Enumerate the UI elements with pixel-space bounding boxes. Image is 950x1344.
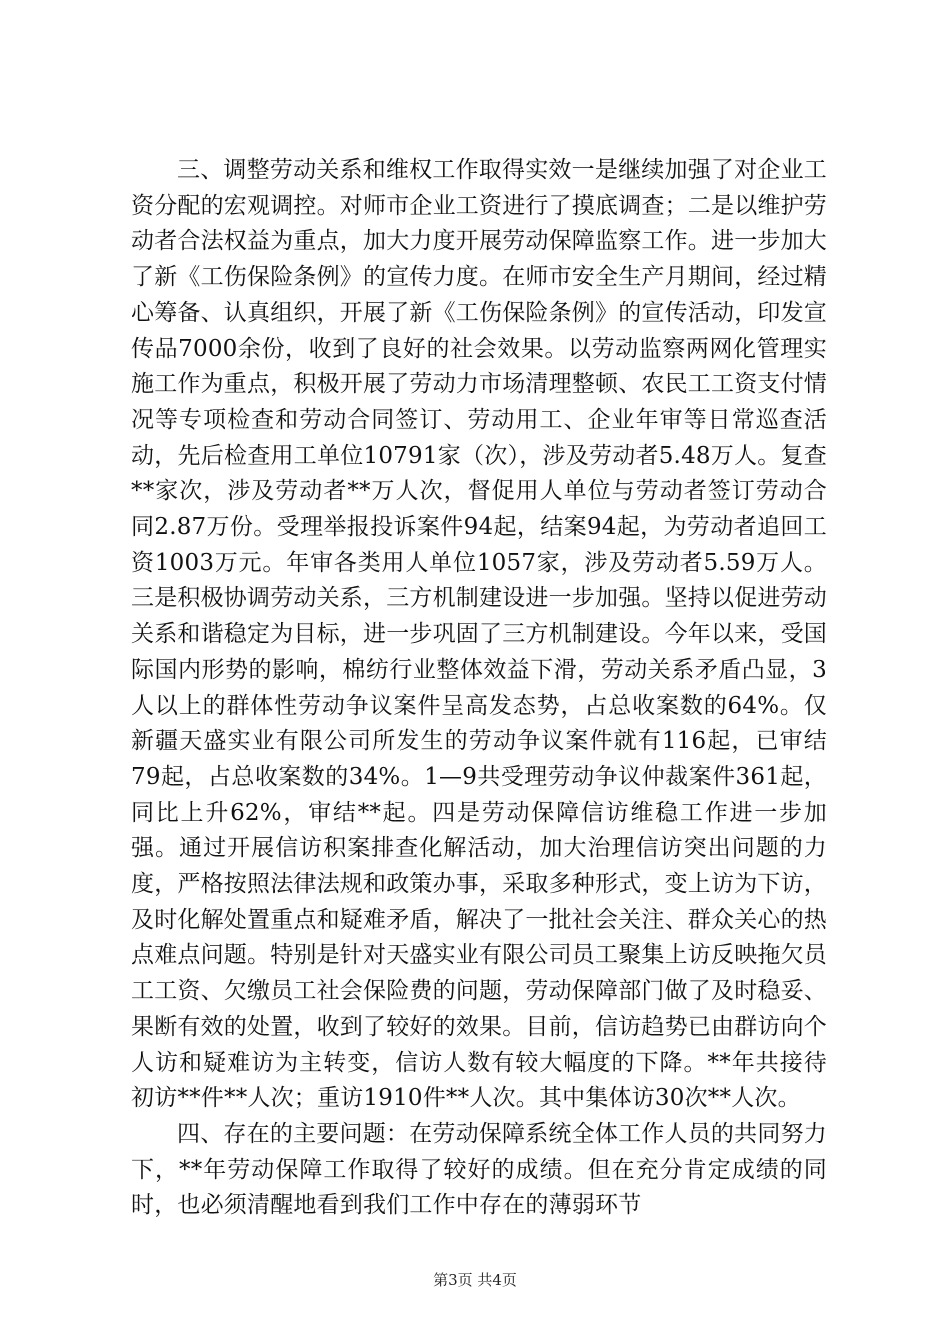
paragraph-section-three: 三、调整劳动关系和维权工作取得实效一是继续加强了对企业工资分配的宏观调控。对师市企业工资进行了摸底调查；二是以维护劳动者合法权益为重点，加大力度开展劳动保障监察工作。进一步加大了新《工伤保险条例》的宣传力度。在师市安全生产月期间，经过精心筹备、认真组织，开展了新《工伤保险条例》的宣传活动，印发宣传品7000余份，收到了良好的社会效果。以劳动监察两网化管理实施工作为重点，积极开展了劳动力市场清理整顿、农民工工资支付情况等专项检查和劳动合同签订、劳动用工、企业年审等日常巡查活动，先后检查用工单位10791家（次），涉及劳动者5.48万人。复查**家次，涉及劳动者**万人次，督促用人单位与劳动者签订劳动合同2.87万份。受理举报投诉案件94起，结案94起，为劳动者追回工资1003万元。年审各类用人单位1057家，涉及劳动者5.59万人。三是积极协调劳动关系，三方机制建设进一步加强。坚持以促进劳动关系和谐稳定为目标，进一步巩固了三方机制建设。今年以来，受国际国内形势的影响，棉纺行业整体效益下滑，劳动关系矛盾凸显，3人以上的群体性劳动争议案件呈高发态势，占总收案数的64%。仅新疆天盛实业有限公司所发生的劳动争议案件就有116起，已审结79起，占总收案数的34%。1—9共受理劳动争议仲裁案件361起，同比上升62%，审结**起。四是劳动保障信访维稳工作进一步加强。通过开展信访积案排查化解活动，加大治理信访突出问题的力度，严格按照法律法规和政策办事，采取多种形式，变上访为下访，及时化解处置重点和疑难矛盾，解决了一批社会关注、群众关心的热点难点问题。特别是针对天盛实业有限公司员工聚集上访反映拖欠员工工资、欠缴员工社会保险费的问题，劳动保障部门做了及时稳妥、果断有效的处置，收到了较好的效果。目前，信访趋势已由群访向个人访和疑难访为主转变，信访人数有较大幅度的下降。**年共接待初访**件**人次；重访1910件**人次。其中集体访30次**人次。 — [131, 157, 827, 1112]
document-body — [131, 153, 827, 1224]
paragraph-section-four: 四、存在的主要问题：在劳动保障系统全体工作人员的共同努力下，**年劳动保障工作取得了较好的成绩。但在充分肯定成绩的同时，也必须清醒地看到我们工作中存在的薄弱环节 — [131, 1120, 827, 1219]
page-number-footer: 第3页 共4页 — [433, 1271, 517, 1289]
